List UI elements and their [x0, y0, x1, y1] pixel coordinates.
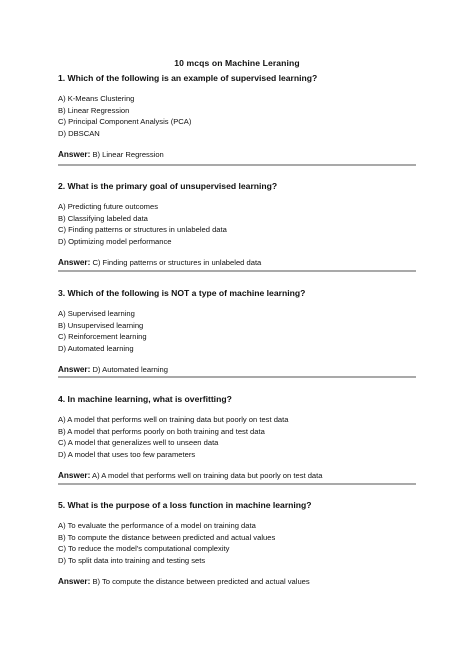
answer-label: Answer:	[58, 150, 91, 160]
answer-line	[58, 576, 418, 587]
option-a: A) Supervised learning	[58, 309, 135, 318]
option-a: A) A model that performs well on training data but poorly on test data	[58, 415, 289, 424]
options-list	[58, 414, 418, 460]
section-divider	[58, 270, 416, 272]
section-divider	[58, 376, 416, 378]
option-d: D) DBSCAN	[58, 128, 100, 138]
option-d: D) Optimizing model performance	[58, 236, 172, 246]
question-2	[58, 181, 418, 268]
answer-text: B) To compute the distance between predicted and actual values	[92, 577, 310, 587]
answer-label: Answer:	[58, 577, 91, 587]
question-4	[58, 394, 418, 481]
section-divider	[58, 164, 416, 166]
option-d: D) To split data into training and testing sets	[58, 555, 206, 565]
option-d: D) A model that uses too few parameters	[58, 449, 196, 459]
answer-label: Answer:	[58, 258, 91, 268]
options-list	[58, 93, 418, 139]
option-c: C) Reinforcement learning	[58, 332, 147, 342]
options-list	[58, 520, 418, 566]
answer-line	[58, 149, 418, 160]
option-b: B) A model that performs poorly on both training and test data	[58, 426, 265, 436]
question-1	[58, 73, 418, 160]
answer-line	[58, 470, 418, 481]
question-heading: 5. What is the purpose of a loss function in machine learning?	[58, 500, 312, 510]
question-heading: 3. Which of the following is NOT a type of machine learning?	[58, 288, 306, 298]
option-a: A) To evaluate the performance of a model on training data	[58, 521, 256, 530]
option-a: A) Predicting future outcomes	[58, 202, 159, 211]
answer-text: D) Automated learning	[92, 365, 168, 375]
option-b: B) Classifying labeled data	[58, 213, 148, 223]
option-d: D) Automated learning	[58, 343, 134, 353]
option-a: A) K-Means Clustering	[58, 94, 135, 103]
question-heading: 2. What is the primary goal of unsupervised learning?	[58, 181, 278, 191]
option-c: C) Finding patterns or structures in unlabeled data	[58, 225, 227, 235]
question-heading: 4. In machine learning, what is overfitting?	[58, 394, 232, 404]
section-divider	[58, 483, 416, 485]
option-c: C) To reduce the model's computational complexity	[58, 544, 230, 554]
question-3	[58, 288, 418, 375]
option-b: B) Linear Regression	[58, 105, 130, 115]
option-c: C) Principal Component Analysis (PCA)	[58, 117, 192, 127]
document-title: 10 mcqs on Machine Leraning	[174, 58, 300, 68]
option-c: C) A model that generalizes well to unseen data	[58, 438, 219, 448]
answer-label: Answer:	[58, 365, 91, 375]
option-b: B) To compute the distance between predicted and actual values	[58, 532, 276, 542]
answer-label: Answer:	[58, 471, 91, 481]
question-heading: 1. Which of the following is an example of supervised learning?	[58, 73, 318, 83]
answer-text: B) Linear Regression	[92, 150, 164, 160]
answer-line	[58, 364, 418, 375]
answer-text: C) Finding patterns or structures in unlabeled data	[92, 258, 262, 268]
option-b: B) Unsupervised learning	[58, 320, 144, 330]
answer-text: A) A model that performs well on training data but poorly on test data	[92, 471, 323, 481]
options-list	[58, 308, 418, 354]
answer-line	[58, 257, 418, 268]
options-list	[58, 201, 418, 247]
question-5	[58, 500, 418, 587]
